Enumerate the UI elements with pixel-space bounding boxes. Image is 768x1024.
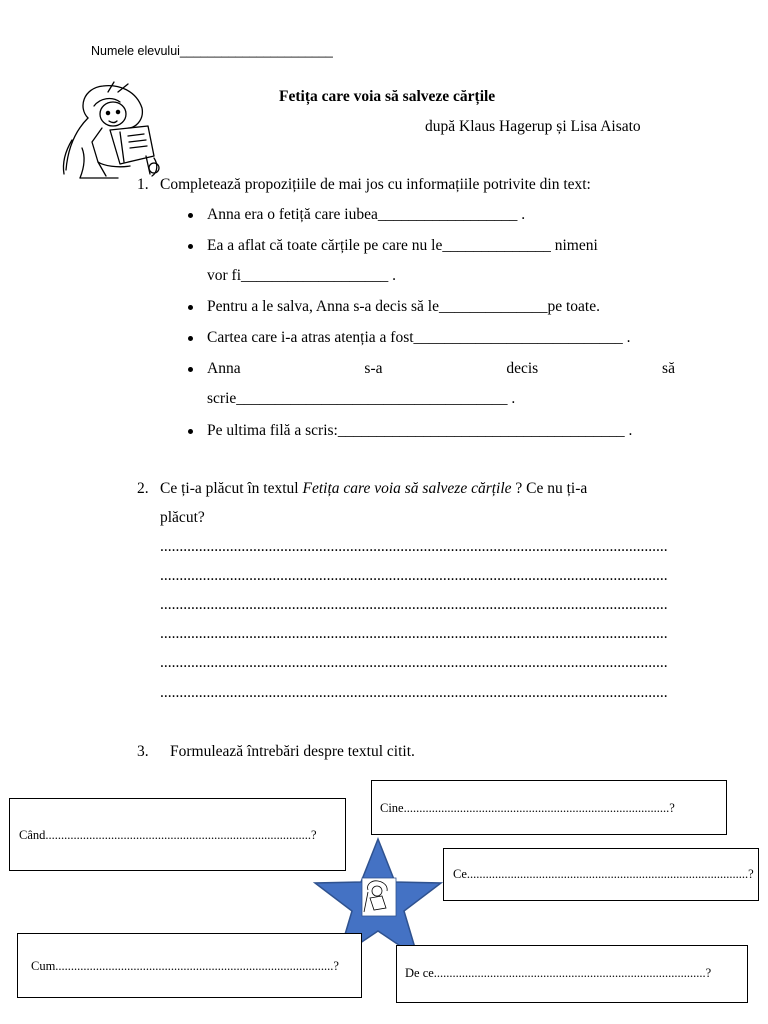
exercise-2-number: 2. [137,480,149,497]
question-cum[interactable]: Cum.........................................................................................? [31,959,339,973]
bullet-icon [188,213,193,218]
answer-line[interactable]: ................................................................................................................................... [160,625,668,642]
answer-line[interactable]: ................................................................................................................................... [160,684,668,701]
bullet-icon [188,244,193,249]
exercise-1-number: 1. [137,176,149,193]
sentence-5-continuation: scrie___________________________________ . [207,390,516,407]
sentence-6: Pe ultima filă a scris:_____________________________________ . [207,422,633,439]
exercise-3-instruction: Formulează întrebări despre textul citit. [170,743,415,760]
exercise-3-number: 3. [137,743,149,760]
answer-line[interactable]: ................................................................................................................................... [160,596,668,613]
student-name-label: Numele elevului______________________ [91,44,333,58]
question-box-cum[interactable] [17,933,362,998]
answer-line[interactable]: ................................................................................................................................... [160,538,668,555]
question-box-de-ce[interactable] [396,945,748,1003]
sentence-5-word: s-a [364,360,383,377]
question-cand[interactable]: Când.....................................................................................? [19,828,317,842]
bullet-icon [188,336,193,341]
authors: după Klaus Hagerup și Lisa Aisato [425,118,641,135]
question-cine[interactable]: Cine.....................................................................................? [380,801,675,815]
sentence-5-word: să [662,360,675,377]
sentence-5-word: Anna [207,360,241,377]
question-text: ? Ce nu ți-a [511,480,588,497]
bullet-icon [188,305,193,310]
question-text: Ce ți-a plăcut în textul [160,480,303,497]
bullet-icon [188,429,193,434]
sentence-3: Pentru a le salva, Anna s-a decis să le______________pe toate. [207,298,600,315]
sentence-2-text: Ea a aflat că toate cărțile pe care nu le______________ nimeni [207,237,598,254]
sentence-2-continuation: vor fi___________________ . [207,267,397,284]
sentence-4: Cartea care i-a atras atenția a fost___________________________ . [207,329,631,346]
exercise-1-instruction: Completează propozițiile de mai jos cu informațiile potrivite din text: [160,176,591,193]
question-de-ce[interactable]: De ce.......................................................................................? [405,966,712,980]
question-box-cand[interactable] [9,798,346,871]
exercise-2-question [160,480,587,498]
sentence-2 [207,237,675,255]
sentence-5 [207,360,675,378]
sentence-1: Anna era o fetiță care iubea__________________ . [207,206,526,223]
exercise-2-question-line2: plăcut? [160,509,205,526]
bullet-icon [188,367,193,372]
page-title: Fetița care voia să salveze cărțile [279,88,496,105]
question-box-ce[interactable] [443,848,759,901]
answer-line[interactable]: ................................................................................................................................... [160,567,668,584]
sentence-5-word: decis [506,360,539,377]
question-book-title: Fetița care voia să salveze cărțile [302,480,512,497]
answer-line[interactable]: ................................................................................................................................... [160,654,668,671]
question-box-cine[interactable] [371,780,727,835]
question-ce[interactable]: Ce..........................................................................................? [453,867,754,881]
girl-reading-icon [58,78,163,183]
